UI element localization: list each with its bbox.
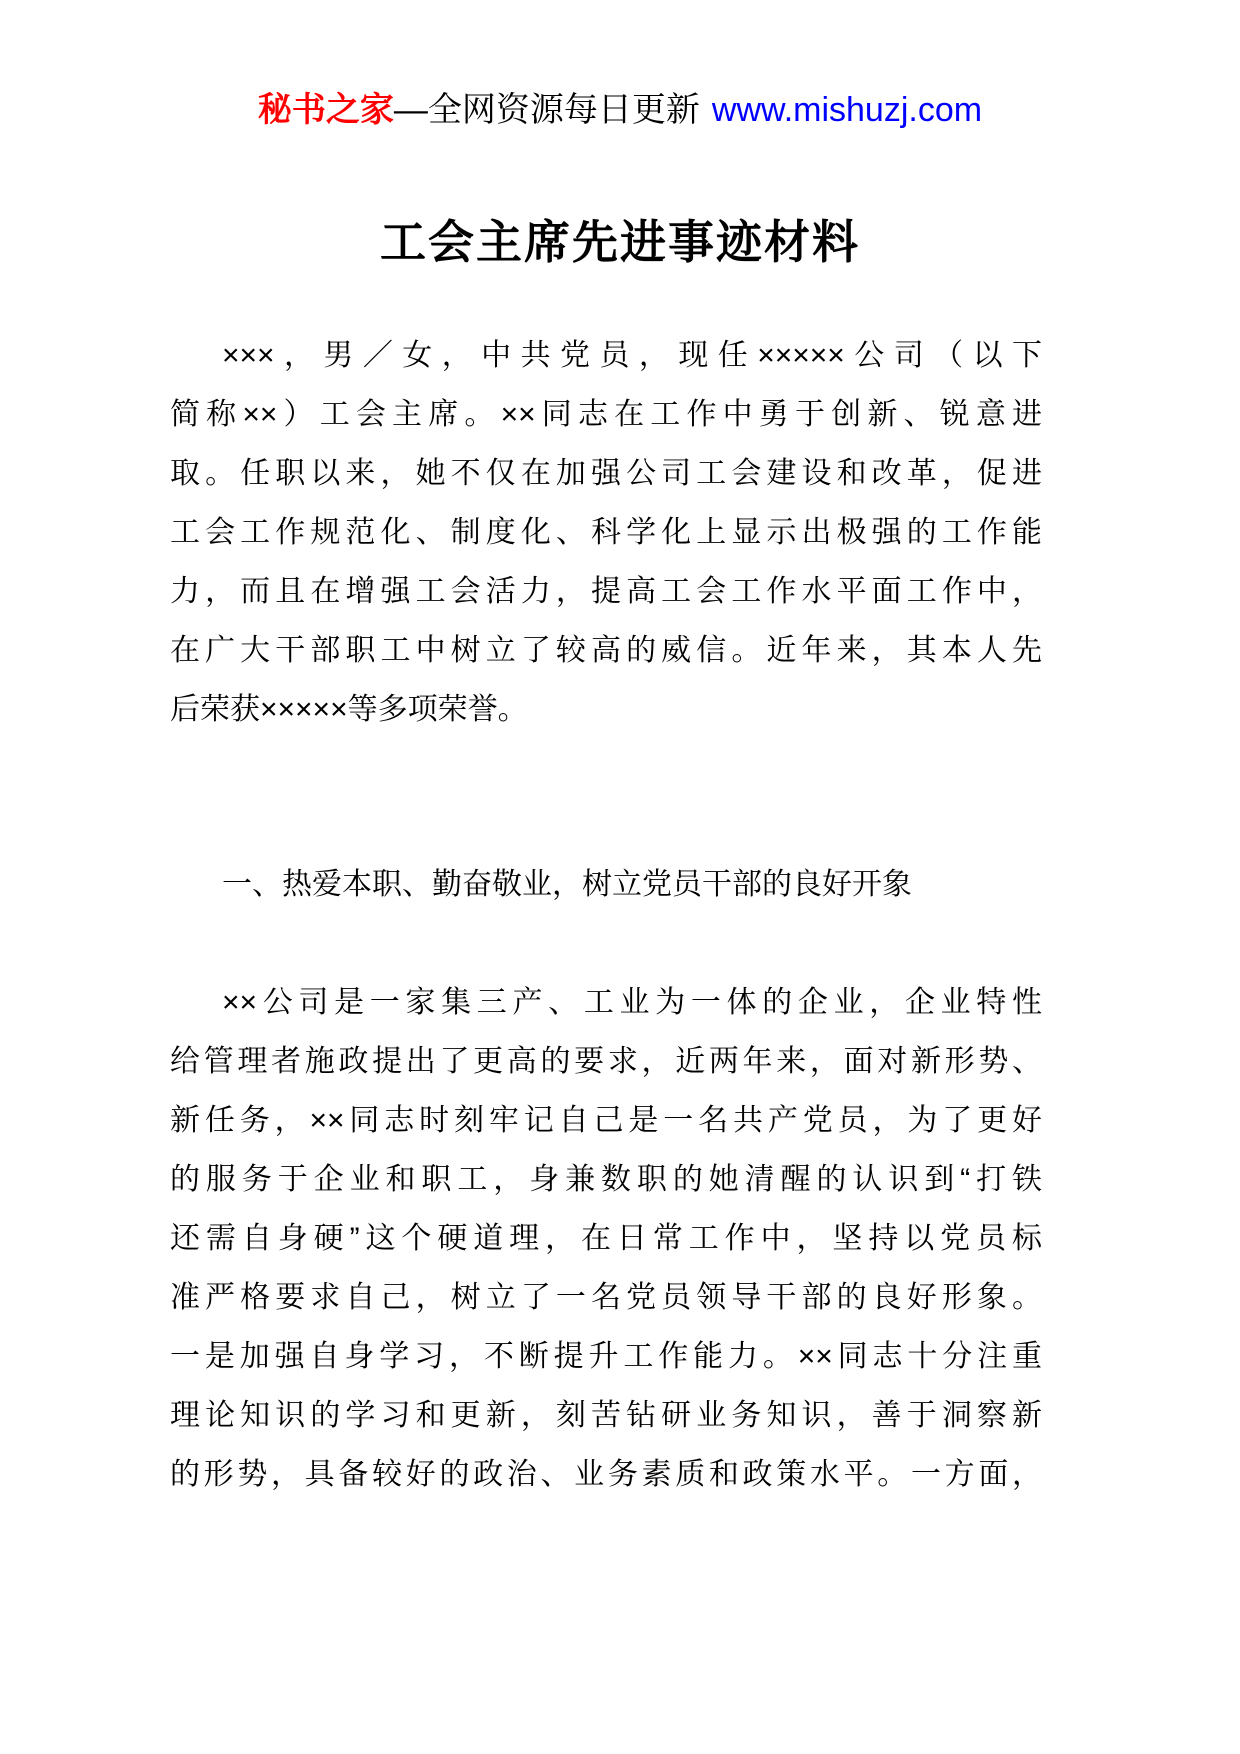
paragraph-2 xyxy=(170,973,1042,1504)
text-line: ××公司是一家集三产、工业为一体的企业，企业特性 xyxy=(222,986,1042,1019)
text-line: 还需自身硬”这个硬道理，在日常工作中，坚持以党员标 xyxy=(170,1222,1042,1255)
document-body xyxy=(170,326,1042,1504)
website-link[interactable]: www.mishuzj.com xyxy=(711,91,983,129)
promo-header xyxy=(0,88,1240,132)
text-line: 简称××）工会主席。××同志在工作中勇于创新、锐意进 xyxy=(170,398,1042,431)
text-line: 新任务，××同志时刻牢记自己是一名共产党员，为了更好 xyxy=(170,1104,1042,1137)
text-line: 在广大干部职工中树立了较高的威信。近年来，其本人先 xyxy=(170,634,1042,667)
text-line: 给管理者施政提出了更高的要求，近两年来，面对新形势、 xyxy=(170,1045,1042,1078)
text-line: 一是加强自身学习，不断提升工作能力。××同志十分注重 xyxy=(170,1340,1042,1373)
header-tagline: —全网资源每日更新 xyxy=(393,91,700,129)
section-heading-1: 一、热爱本职、勤奋敬业，树立党员干部的良好开象 xyxy=(222,868,912,901)
paragraph-1 xyxy=(170,326,1042,739)
text-line: 的形势，具备较好的政治、业务素质和政策水平。一方面， xyxy=(170,1458,1042,1491)
text-line: 后荣获×××××等多项荣誉。 xyxy=(170,693,528,726)
text-line: 工会工作规范化、制度化、科学化上显示出极强的工作能 xyxy=(170,516,1042,549)
document-title: 工会主席先进事迹材料 xyxy=(380,216,860,268)
text-line: 力，而且在增强工会活力，提高工会工作水平面工作中， xyxy=(170,575,1042,608)
text-line: 准严格要求自己，树立了一名党员领导干部的良好形象。 xyxy=(170,1281,1042,1314)
text-line: 的服务于企业和职工，身兼数职的她清醒的认识到“打铁 xyxy=(170,1163,1042,1196)
text-line: 理论知识的学习和更新，刻苦钻研业务知识，善于洞察新 xyxy=(170,1399,1042,1432)
text-line: 取。任职以来，她不仅在加强公司工会建设和改革，促进 xyxy=(170,457,1042,490)
text-line: ×××，男／女，中共党员，现任×××××公司（以下 xyxy=(222,339,1042,372)
brand-name: 秘书之家 xyxy=(257,91,394,129)
